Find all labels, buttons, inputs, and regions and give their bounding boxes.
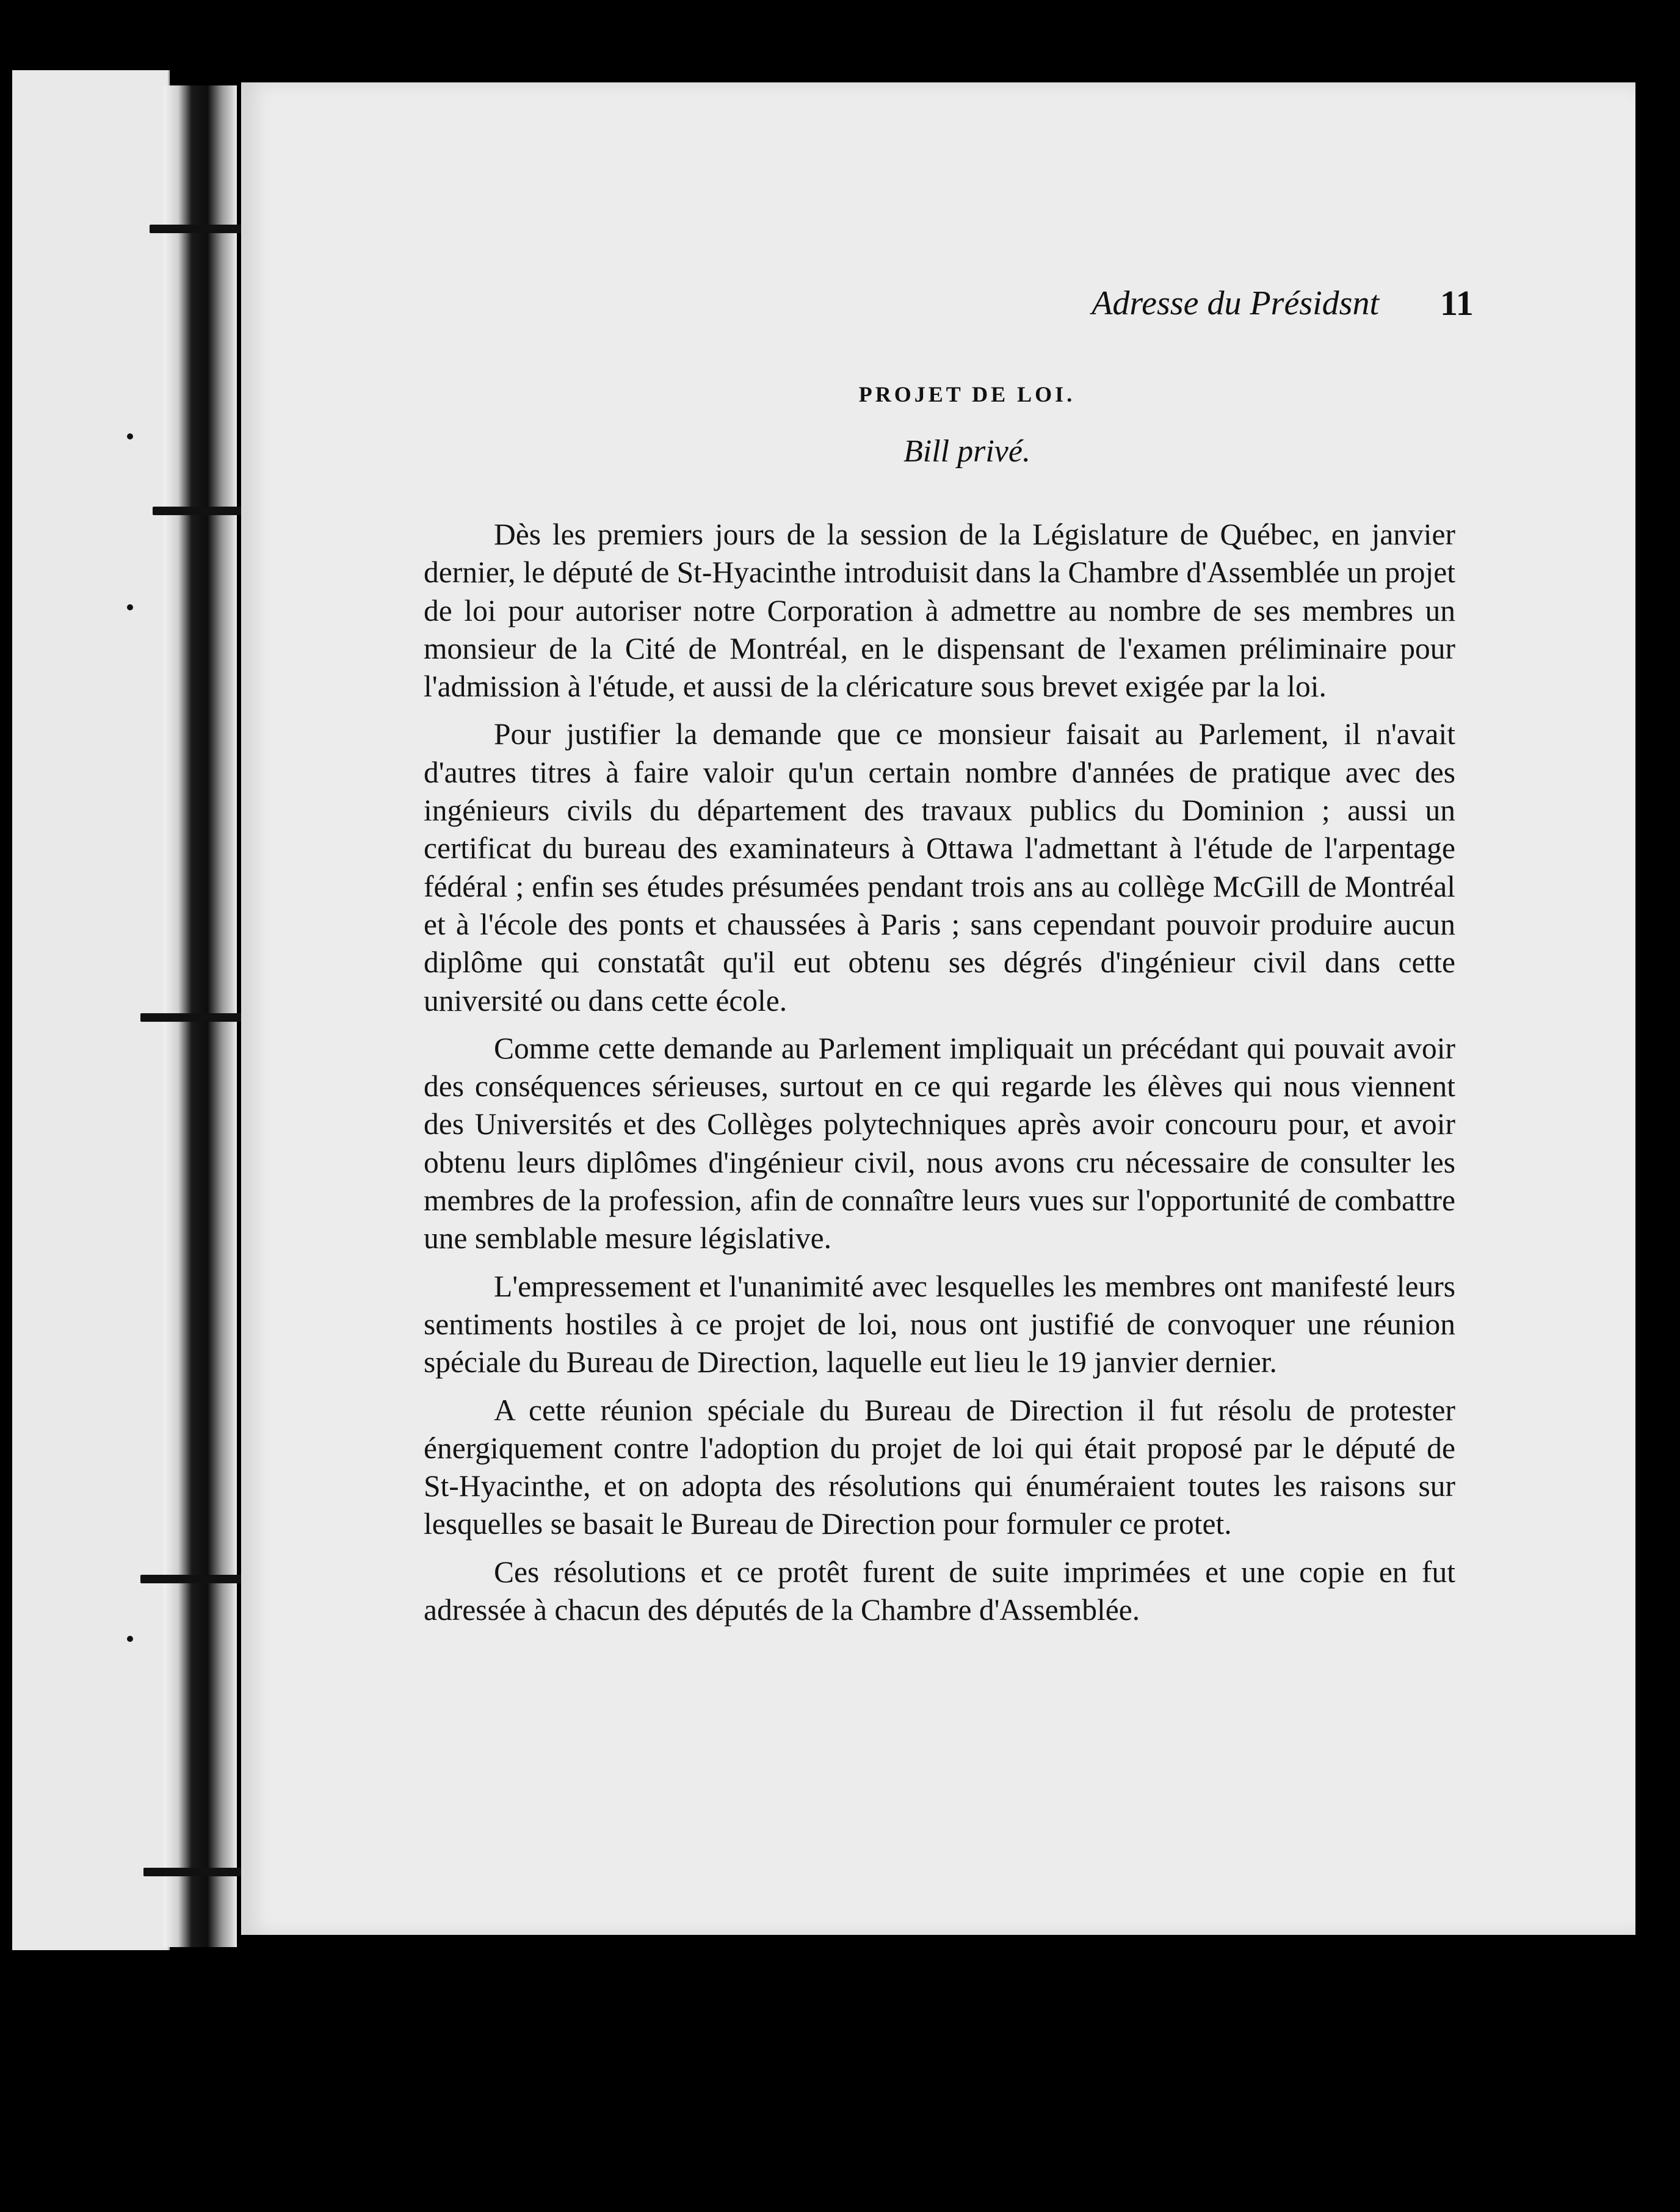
binding-stitch (150, 225, 256, 233)
paragraph: Comme cette demande au Parlement impliquait un précédant qui pouvait avoir des conséquences sérieuses, surtout en ce qui regarde les élèves qui nous viennent des Universités et des Collèges polytechniques après avoir concouru pour, et avoir obtenu leurs diplômes d'ingénieur civil, nous avons cru nécessaire de consulter les membres de la profession, afin de connaître leurs vues sur l'opportunité de combattre une semblable mesure législative. (424, 1031, 1455, 1256)
binding-stitch (143, 1868, 253, 1876)
page-number: 11 (1440, 283, 1474, 323)
paper-speck (127, 604, 133, 610)
section-heading: PROJET DE LOI. (858, 382, 1076, 407)
paper-speck (127, 433, 133, 439)
section-subheading: Bill privé. (903, 434, 1030, 469)
paragraph: Ces résolutions et ce protêt furent de suite imprimées et une copie en fut adressée à chacun des députés de la Chambre d'Assemblée. (424, 1555, 1455, 1627)
running-title: Adresse du Présidsnt (1092, 284, 1379, 322)
previous-page-edge (12, 70, 170, 1950)
paragraph: L'empressement et l'unanimité avec lesquelles les membres ont manifesté leurs sentiments hostiles à ce projet de loi, nous ont justifié de convoquer une réunion spéciale du Bureau de Direction, laquelle eut lieu le 19 janvier dernier. (424, 1269, 1455, 1379)
paragraph: Pour justifier la demande que ce monsieur faisait au Parlement, il n'avait d'autres titres à faire valoir qu'un certain nombre d'années de pratique avec des ingénieurs civils du département des travaux publics du Dominion ; aussi un certificat du bureau des examinateurs à Ottawa l'admettant à l'étude de l'arpentage fédéral ; enfin ses études présumées pendant trois ans au collège McGill de Montréal et à l'école des ponts et chaussées à Paris ; sans cependant pouvoir produire aucun diplôme qui constatât qu'il eut obtenu ses dégrés d'ingénieur civil dans cette université ou dans cette école. (424, 717, 1455, 1017)
paragraph: Dès les premiers jours de la session de la Législature de Québec, en janvier dernier, le député de St-Hyacinthe introduisit dans la Chambre d'Assemblée un projet de loi pour autoriser notre Corporation à admettre au nombre de ses membres un monsieur de la Cité de Montréal, en le dispensant de l'examen préliminaire pour l'admission à l'étude, et aussi de la cléricature sous brevet exigée par la loi. (424, 518, 1455, 704)
binding-stitch (140, 1575, 250, 1583)
book-page (241, 82, 1635, 1935)
body-text (424, 516, 1455, 1639)
binding-stitch (140, 1013, 244, 1022)
paragraph: A cette réunion spéciale du Bureau de Direction il fut résolu de protester énergiquement contre l'adoption du projet de loi qui était proposé par le député de St-Hyacinthe, et on adopta des résolutions qui énuméraient toutes les raisons sur lesquelles se basait le Bureau de Direction pour formuler ce protet. (424, 1393, 1455, 1541)
paper-speck (127, 1636, 133, 1642)
